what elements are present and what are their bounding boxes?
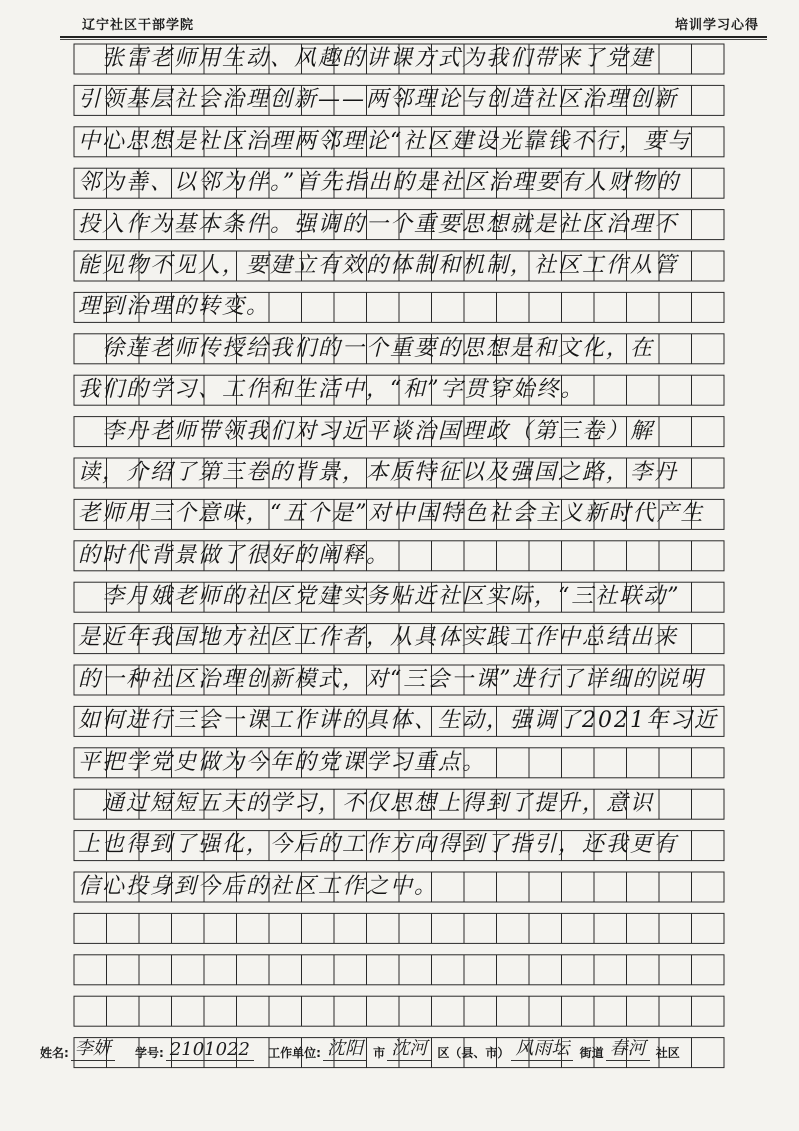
text-line: 的一种社区治理创新模式，对“三会一课”进行了详细的说明	[78, 666, 705, 692]
text-line: 邻为善、以邻为伴。”首先指出的是社区治理要有人财物的	[78, 170, 681, 196]
text-line: 老师用三个意味，“五个是”对中国特色社会主义新时代产生	[78, 501, 705, 527]
text-line: 徐莲老师传授给我们的一个重要的思想是和文化，在	[78, 335, 655, 361]
text-line	[78, 913, 720, 943]
text-line: 如何进行三会一课工作讲的具体、生动，强调了2021年习近	[78, 708, 718, 734]
community-value: 春河	[606, 1034, 650, 1061]
district-value: 沈河	[387, 1034, 431, 1061]
text-line: 李丹老师带领我们对习近平谈治国理政（第三卷）解	[78, 418, 655, 444]
district-label: 区（县、市）	[437, 1046, 510, 1060]
text-line	[78, 996, 720, 1026]
city-label: 市	[373, 1046, 386, 1060]
text-line: 张雷老师用生动、风趣的讲课方式为我们带来了党建	[78, 46, 655, 71]
institution-header: 辽宁社区干部学院	[82, 18, 195, 33]
text-line: 信心投身到今后的社区工作之中。	[78, 873, 439, 899]
text-line: 投入作为基本条件。强调的一个重要思想就是社区治理不	[78, 211, 679, 237]
text-line: 引领基层社会治理创新——两邻理论与创造社区治理创新	[78, 87, 679, 113]
handwritten-body	[78, 44, 720, 1079]
signature-footer	[38, 1034, 682, 1061]
text-line: 理到治理的转变。	[78, 294, 271, 320]
student-id-label: 学号:	[135, 1046, 164, 1060]
city-value: 沈阳	[323, 1034, 367, 1061]
text-line: 读，介绍了第三卷的背景，本质特征以及强国之路，李丹	[78, 459, 679, 485]
street-label: 街道	[579, 1046, 604, 1060]
name-label: 姓名:	[40, 1046, 69, 1060]
text-line: 上也得到了强化，今后的工作方向得到了指引，还我更有	[78, 832, 679, 858]
text-line	[78, 955, 720, 985]
text-line: 通过短短五天的学习，不仅思想上得到了提升，意识	[78, 791, 655, 817]
student-id-value: 2101022	[166, 1039, 254, 1061]
text-line: 能见物不见人，要建立有效的体制和机制，社区工作从管	[78, 252, 679, 278]
text-line: 的时代背景做了很好的阐释。	[78, 542, 391, 568]
community-label: 社区	[655, 1046, 680, 1060]
street-value: 风雨坛	[511, 1034, 573, 1061]
name-value: 李妍	[71, 1034, 115, 1061]
document-type-header: 培训学习心得	[674, 18, 759, 33]
text-line: 平把学党史做为今年的党课学习重点。	[78, 749, 487, 775]
work-unit-label: 工作单位:	[268, 1046, 321, 1060]
text-line: 是近年我国地方社区工作者，从具体实践工作中总结出来	[78, 625, 679, 651]
text-line: 我们的学习、工作和生活中，“和”字贯穿始终。	[78, 377, 585, 403]
text-line: 李月娥老师的社区党建实务贴近社区实际，“三社联动”	[78, 584, 681, 610]
text-line: 中心思想是社区治理两邻理论“社区建设光靠钱不行，要与	[78, 128, 692, 154]
